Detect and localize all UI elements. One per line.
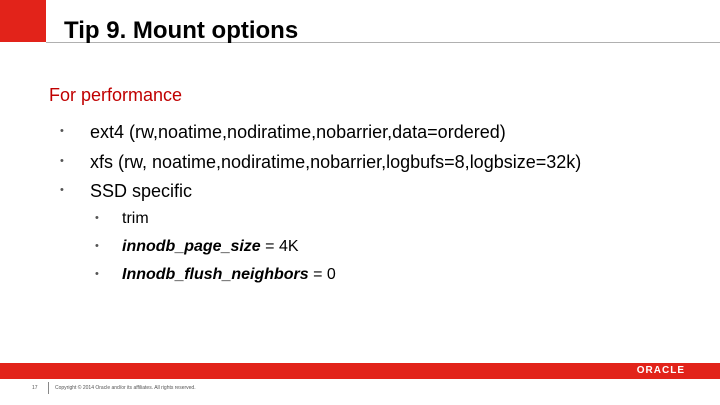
sub-bullet-text <box>122 267 336 283</box>
sub-bullet-text <box>122 211 149 227</box>
bullet-text: xfs (rw, noatime,nodiratime,nobarrier,logbufs=8,logbsize=32k) <box>90 152 582 172</box>
bullet-glyph: • <box>95 240 99 252</box>
footer-divider <box>48 382 49 394</box>
bullet-text: ext4 (rw,noatime,nodiratime,nobarrier,data=ordered) <box>90 122 506 142</box>
option-name: Innodb_flush_neighbors <box>122 266 309 283</box>
sub-bullet-text <box>122 239 299 255</box>
option-value: = 0 <box>308 266 336 283</box>
brand-corner-block <box>0 0 46 42</box>
option-name: trim <box>122 210 149 227</box>
bullet-glyph: • <box>95 212 99 224</box>
bullet-glyph: • <box>60 125 64 137</box>
oracle-logo: ORACLE <box>636 365 685 376</box>
copyright-notice: Copyright © 2014 Oracle and/or its affiliates. All rights reserved. <box>55 385 196 391</box>
bullet-glyph: • <box>60 155 64 167</box>
option-name: innodb_page_size <box>122 238 261 255</box>
bullet-glyph: • <box>95 268 99 280</box>
section-heading: For performance <box>49 85 183 105</box>
slide-title: Tip 9. Mount options <box>64 17 299 44</box>
page-number: 17 <box>32 385 38 391</box>
bullet-text: SSD specific <box>90 181 193 201</box>
footer-brand-bar <box>0 363 720 379</box>
bullet-glyph: • <box>60 184 64 196</box>
option-value: = 4K <box>260 238 299 255</box>
